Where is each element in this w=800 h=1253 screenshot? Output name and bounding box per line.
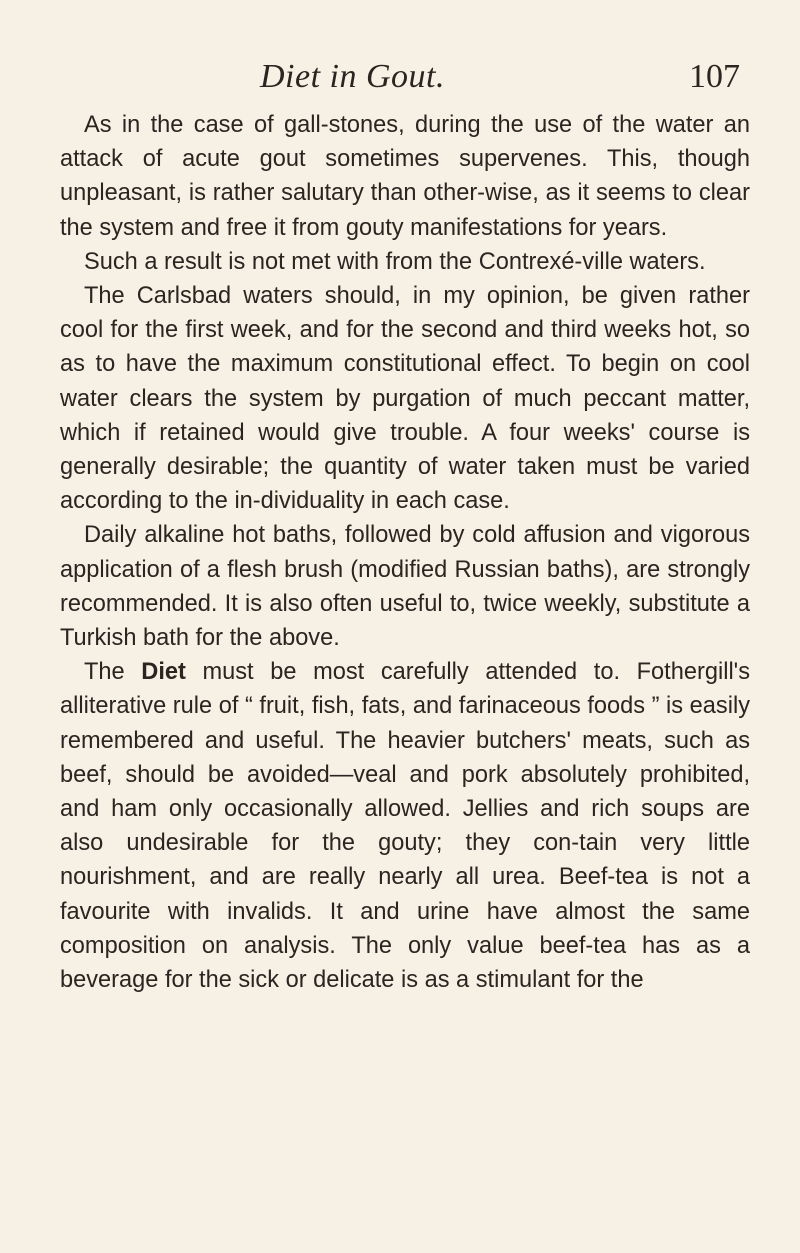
running-head bbox=[60, 58, 750, 104]
diet-term: Diet bbox=[141, 659, 186, 686]
running-title: Diet in Gout. bbox=[260, 58, 445, 95]
paragraph-contrexeville: Such a result is not met with from the Contrexé-ville waters. bbox=[84, 248, 706, 275]
paragraph-carlsbad: The Carlsbad waters should, in my opinion, be given rather cool for the first week, and for the second and third weeks hot, so as to have the maximum constitutional effect. To begin on cool water clears the system by purgation of much peccant matter, which if retained would give trouble. A four weeks' course is generally desirable; the quantity of water taken must be varied according to the in-dividuality in each case. bbox=[60, 283, 750, 515]
paragraph-baths: Daily alkaline hot baths, followed by cold affusion and vigorous application of a flesh brush (modified Russian baths), are strongly recommended. It is also often useful to, twice weekly, substitute a Turkish bath for the above. bbox=[60, 522, 750, 652]
paragraph-gall-stones: As in the case of gall-stones, during the use of the water an attack of acute gout sometimes supervenes. This, though unpleasant, is rather salutary than other-wise, as it seems to clear the system and free it from gouty manifestations for years. bbox=[60, 112, 750, 241]
paragraph-diet-rest: must be most carefully attended to. Fothergill's alliterative rule of “ fruit, fish, fats, and farinaceous foods ” is easily remembered and useful. The heavier butchers' meats, such as beef, should be avoided—veal and pork absolutely prohibited, and ham only occasionally allowed. Jellies and rich soups are also undesirable for the gouty; they con-tain very little nourishment, and are really nearly all urea. Beef-tea is not a favourite with invalids. It and urine have almost the same composition on analysis. The only value beef-tea has as a beverage for the sick or delicate is as a stimulant for the bbox=[60, 659, 750, 994]
page-number: 107 bbox=[689, 58, 740, 95]
body-text bbox=[60, 108, 750, 997]
paragraph-diet bbox=[60, 655, 750, 997]
paragraph-diet-lead: The bbox=[84, 659, 142, 686]
